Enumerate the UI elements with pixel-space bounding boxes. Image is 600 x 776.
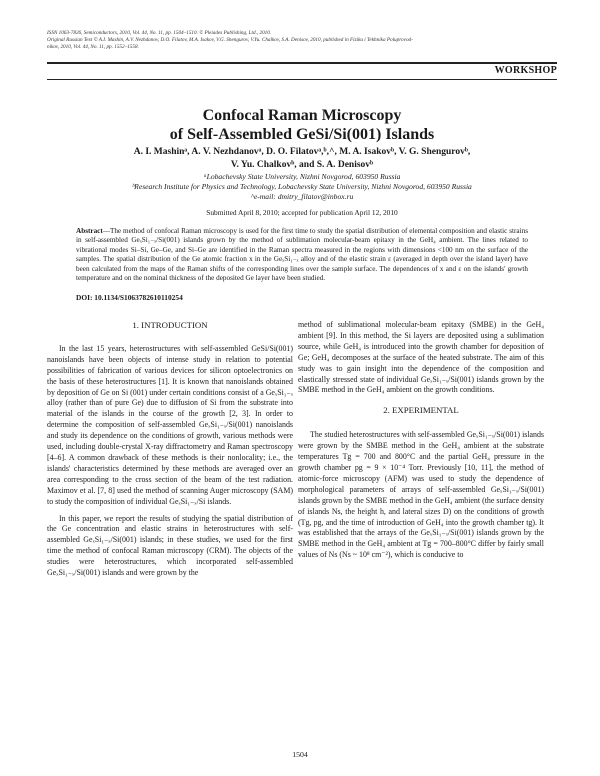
left-column [47,320,293,579]
journal-header-line-1: ISSN 1063-7826, Semiconductors, 2010, Vol. 44, No. 11, pp. 1504–1510. © Pleiades Publishing, Ltd., 2010. [47,30,272,36]
affiliations [47,172,557,202]
introduction-heading: 1. INTRODUCTION [132,320,208,330]
affiliation-a: ᵃLobachevsky State University, Nizhni Novgorod, 603950 Russia [203,172,401,181]
authors-line-1: A. I. Mashinᵃ, A. V. Nezhdanovᵃ, D. O. Filatovᵃ,ᵇ,^, M. A. Isakovᵇ, V. G. Shengurovᵇ, [133,147,471,157]
corresponding-email: ^e-mail: dmitry_filatov@inbox.ru [250,192,354,201]
author-list [47,146,557,172]
right-column [298,320,544,561]
authors-line-2: V. Yu. Chalkovᵇ, and S. A. Denisovᵇ [230,160,374,170]
article-title [47,106,557,144]
experimental-heading: 2. EXPERIMENTAL [383,405,459,416]
title-line-1: Confocal Raman Microscopy [202,107,402,124]
abstract-text: —The method of confocal Raman microscopy is used for the first time to study the spatial distribution of elemental composition and elastic strains in self-assembled GeₓSi₁₋ₓ/Si(001) islands grown by the method of sublimation molecular-beam epitaxy in the GeH₄ ambient. The lines related to vibrational modes Si–Si, Ge–Ge, and Si–Ge are identified in the Raman spectra measured in the regions with dimensions <100 nm on the surface of the samples. The spatial distribution of the Ge atomic fraction x in the GeₓSi₁₋ₓ alloy and of the elastic strain ε (averaged in depth over the island layer) have been calculated from the maps of the Raman shifts of the corresponding lines over the sample surface. The dependences of x and ε on the islands' growth temperature and on the nominal thickness of the deposited Ge layer have been studied. [76,227,528,283]
top-rule [47,62,557,64]
bottom-rule [47,79,557,80]
intro-paragraph-2: In this paper, we report the results of studying the spatial distribution of the Ge concentration and elastic strains in heterostructures with self-assembled GeₓSi₁₋ₓ/Si(001) islands; in these studies, we used for the first time the method of confocal Raman microscopy (CRM). The objects of the studies were heterostructures, which incorporated self-assembled GeₓSi₁₋ₓ/Si(001) islands and were grown by the [47,513,293,578]
journal-header-line-3: nikov, 2010, Vol. 44, No. 11, pp. 1552–1558. [47,44,139,50]
title-line-2: of Self-Assembled GeSi/Si(001) Islands [169,126,435,143]
journal-header-line-2: Original Russian Text © A.I. Mashin, A.V. Nezhdanov, D.O. Filatov, M.A. Isakov, V.G. Shengurov, V.Yu. Chalkov, S.A. Denisov, 2010, published in Fizika i Tekhnika Poluprovod- [47,37,413,43]
section-label-bar [47,62,557,78]
section-label: WORKSHOP [494,65,557,76]
intro-paragraph-1: In the last 15 years, heterostructures with self-assembled GeSi/Si(001) nanoislands have been objects of intense study in relation to potential possibilities of fabrication of various devices for silicon optoelectronics on the basis of these heterostructures [1]. It is known that nanoislands obtained by deposition of Ge on Si (001) under certain conditions consist of a GeₓSi₁₋ₓ alloy (rather than of pure Ge) due to diffusion of Si from the substrate into material of the islands in the course of the growth [2, 3]. In order to determine the composition of self-assembled GeₓSi₁₋ₓ/Si(001) nanoislands and study its dependence on the conditions of growth, various methods were used, including double-crystal X-ray diffractometry and Raman spectroscopy [4–6]. A common drawback of these methods is their nonlocality; i.e., the islands' characteristics determined by these methods are averaged over an area corresponding to the cross section of the beam of the test radiation. Maximov et al. [7, 8] used the method of scanning Auger microscopy (SAM) to study the composition of individual GeₓSi₁₋ₓ/Si islands. [47,343,293,506]
page-number: 1504 [292,750,308,759]
affiliation-b: ᵇResearch Institute for Physics and Technology, Lobachevsky State University, Nizhni Novgorod, 603950 Russia [132,182,472,191]
abstract-label: Abstract [76,227,103,235]
abstract [76,227,528,283]
submission-dates: Submitted April 8, 2010; accepted for publication April 12, 2010 [206,208,398,217]
journal-header [47,30,557,51]
intro-paragraph-continued: method of sublimational molecular-beam epitaxy (SMBE) in the GeH₄ ambient [9]. In this method, the Si layers are deposited using a sublimation source, while GeH₄ is introduced into the growth chamber for deposition of Ge; GeH₄ decomposes at the surface of the heated substrate. The aim of this study was to gain insight into the dependence of the composition and elastically stressed state of individual GeₓSi₁₋ₓ/Si(001) islands grown by the SMBE method in the GeH₄ ambient on the growth conditions. [298,320,544,395]
doi: DOI: 10.1134/S1063782610110254 [76,293,183,302]
experimental-paragraph-1: The studied heterostructures with self-assembled GeₓSi₁₋ₓ/Si(001) islands were grown by the SMBE method in the GeH₄ ambient at the substrate temperatures Tg = 700 and 800°C and the partial GeH₄ pressure in the growth chamber pg = 9 × 10⁻⁴ Torr. Previously [10, 11], the method of atomic-force microscopy (AFM) was used to study the dependence of morphological parameters of arrays of self-assembled GeₓSi₁₋ₓ/Si(001) islands grown by the SMBE method in the GeH₄ ambient (the surface density of islands Ns, the height h, and lateral sizes D) on the conditions of growth (Tg, pg, and the time of introduction of GeH₄ into the growth chamber tg). It was established that the arrays of the GeₓSi₁₋ₓ/Si(001) islands grown by the SMBE method in the GeH₄ ambient at Tg = 700–800°C differ by fairly small values of Ns (Ns ~ 10⁸ cm⁻²), which is conducive to [298,430,544,560]
